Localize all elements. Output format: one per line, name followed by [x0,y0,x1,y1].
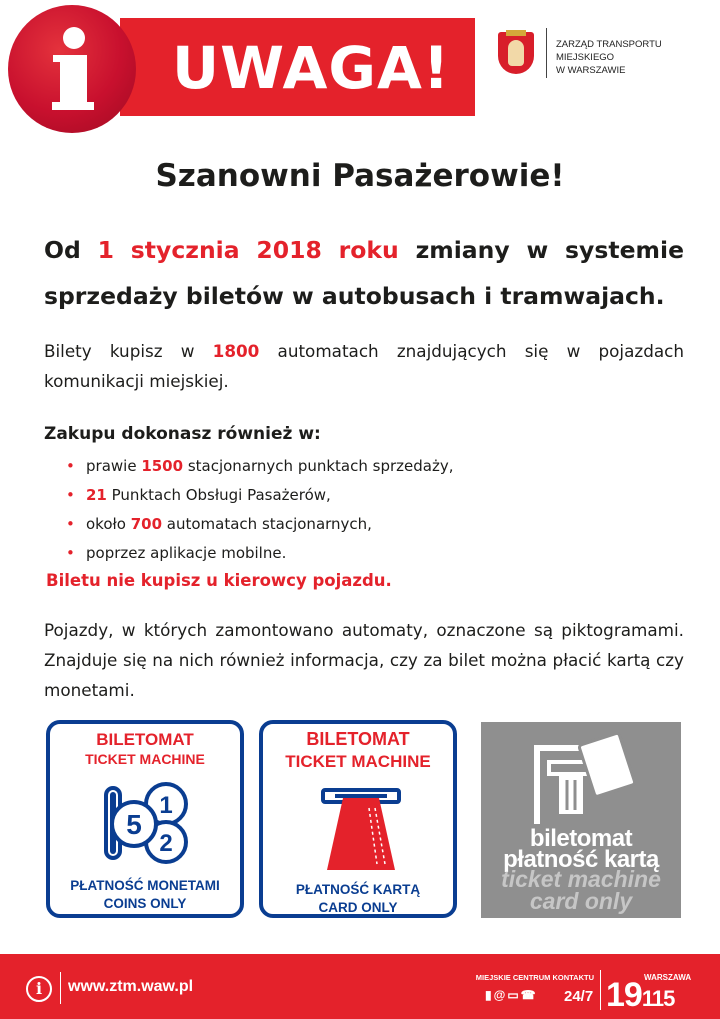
purchase-options-heading: Zakupu dokonasz również w: [44,424,321,444]
info-icon [8,5,136,133]
contact-city: WARSZAWA [644,973,692,982]
bullet-icon: • [66,544,75,562]
lead-post: zmiany w systemie sprzedaży biletów w autobusach i tramwajach. [44,236,685,310]
footer-divider [60,972,61,1004]
item-post: automatach stacjonarnych, [162,515,372,533]
grey-line2: płatność kartą [503,846,659,873]
item-num: 1500 [141,457,184,475]
pictogram-card-title1: BILETOMAT [306,729,410,749]
footer-info-icon: i [26,976,52,1002]
bullet-icon: • [66,457,75,475]
warsaw-crest-icon [494,30,540,80]
paragraph-pictograms: Pojazdy, w których zamontowano automaty, oznaczone są piktogramami. Znajduje się na nich również informacja, czy za bilet można płacić kartą czy monetami. [44,620,684,700]
grey-line3: ticket machine [501,866,661,892]
pictogram-card-bottom1: PŁATNOŚĆ KARTĄ [295,882,421,897]
card-payment-icon [313,784,409,876]
item-post: Punktach Obsługi Pasażerów, [106,486,331,504]
org-name-line2: W WARSZAWIE [556,65,626,76]
bullet-icon: • [66,486,75,504]
coin-5-label: 5 [126,809,142,840]
contact-number-big: 19 [606,976,642,1014]
bullet-icon: • [66,515,75,533]
coins-icon [102,776,192,870]
list-item [66,539,453,568]
fax-icon: ☎ [520,988,536,1002]
lead-paragraph [44,227,684,319]
pictogram-card [259,720,457,918]
lead-pre: Od [44,236,98,264]
pictogram-coins-bottom2: COINS ONLY [103,896,187,911]
pictogram-coins [46,720,244,918]
p1-pre: Bilety kupisz w [44,341,213,361]
list-item [66,452,453,481]
pictogram-coins-bottom1: PŁATNOŚĆ MONETAMI [70,878,220,893]
contact-hours: 24/7 [564,988,594,1005]
pictogram-coins-title1: BILETOMAT [96,730,194,749]
contact-icons [485,988,538,1002]
page-title: Szanowni Pasażerowie! [155,158,565,194]
org-name-line1: ZARZĄD TRANSPORTU MIEJSKIEGO [556,39,662,63]
pictogram-card-grey [481,722,681,918]
paragraph-vending-machines [44,336,684,396]
ticket-machine-card-icon [527,728,637,828]
pictogram-coins-title2: TICKET MACHINE [85,751,205,767]
computer-icon: ▭ [507,988,519,1002]
warning-text: Biletu nie kupisz u kierowcy pojazdu. [46,571,392,590]
contact-number[interactable] [606,976,674,1015]
item-pre: prawie [86,457,142,475]
phone-icon: ▮ [485,988,492,1002]
lead-date: 1 stycznia 2018 roku [97,236,399,264]
header-divider [546,28,547,78]
header [0,0,720,130]
p1-post: automatach znajdujących się w pojazdach komunikacji miejskiej. [44,341,684,391]
item-num: 21 [86,486,107,504]
footer-divider-2 [600,970,601,1010]
pictogram-card-title2: TICKET MACHINE [285,752,431,771]
item-pre: poprzez aplikacje mobilne. [86,544,287,562]
website-link[interactable]: www.ztm.waw.pl [68,978,194,995]
pictogram-card-bottom2: CARD ONLY [318,900,398,915]
grey-line4: card only [529,888,633,914]
grey-line1: biletomat [529,825,633,852]
contact-center-label: MIEJSKIE CENTRUM KONTAKTU [475,973,594,982]
list-item [66,481,453,510]
banner-title: UWAGA! [172,34,451,102]
list-item [66,510,453,539]
coin-2-label: 2 [159,830,173,857]
at-icon: @ [493,988,506,1002]
item-post: stacjonarnych punktach sprzedaży, [183,457,454,475]
purchase-options-list [66,452,453,568]
coin-1-label: 1 [159,792,173,819]
item-num: 700 [130,515,163,533]
p1-count: 1800 [212,341,260,361]
org-name [556,38,706,77]
item-pre: około [86,515,131,533]
footer [0,954,720,1019]
contact-number-small: 115 [641,986,675,1011]
